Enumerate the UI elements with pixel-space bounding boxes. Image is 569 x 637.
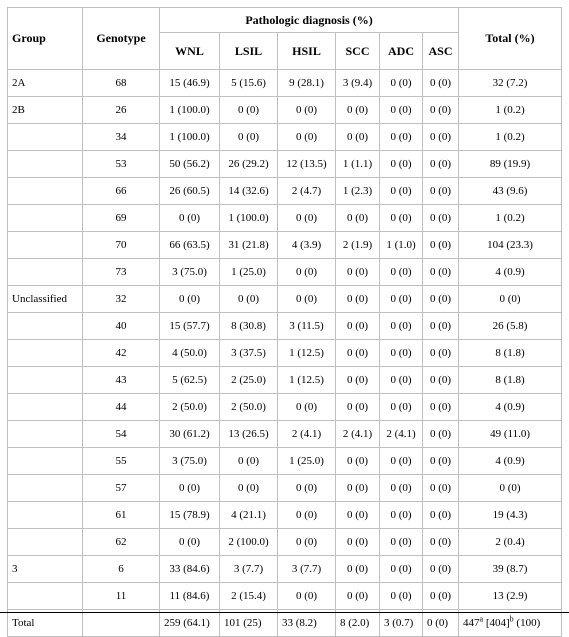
table-row [8, 205, 562, 232]
cell-hsil: 1 (12.5) [278, 367, 336, 394]
cell-group [8, 421, 83, 448]
cell-scc: 0 (0) [336, 367, 380, 394]
cell-genotype: 70 [83, 232, 160, 259]
cell-scc: 0 (0) [336, 259, 380, 286]
total-pct: (100) [516, 617, 541, 629]
cell-scc: 0 (0) [336, 475, 380, 502]
cell-group [8, 529, 83, 556]
cell-group [8, 340, 83, 367]
table-row [8, 529, 562, 556]
cell-group: Unclassified [8, 286, 83, 313]
cell-genotype: 69 [83, 205, 160, 232]
header-genotype: Genotype [83, 8, 160, 70]
cell-wnl: 0 (0) [160, 475, 220, 502]
cell-wnl: 3 (75.0) [160, 448, 220, 475]
table-row [8, 232, 562, 259]
table-container [7, 7, 561, 637]
cell-scc: 0 (0) [336, 556, 380, 583]
cell-hsil: 1 (25.0) [278, 448, 336, 475]
cell-scc: 2 (4.1) [336, 421, 380, 448]
total-scc: 8 (2.0) [336, 610, 380, 637]
total-lsil: 101 (25) [220, 610, 278, 637]
cell-genotype: 57 [83, 475, 160, 502]
cell-total: 0 (0) [459, 286, 562, 313]
cell-wnl: 3 (75.0) [160, 259, 220, 286]
cell-adc: 2 (4.1) [380, 421, 423, 448]
table-row [8, 340, 562, 367]
total-row [8, 610, 562, 637]
cell-total: 0 (0) [459, 475, 562, 502]
cell-group [8, 178, 83, 205]
cell-wnl: 5 (62.5) [160, 367, 220, 394]
cell-group [8, 259, 83, 286]
cell-adc: 1 (1.0) [380, 232, 423, 259]
cell-asc: 0 (0) [423, 583, 459, 610]
cell-asc: 0 (0) [423, 529, 459, 556]
cell-scc: 0 (0) [336, 205, 380, 232]
cell-adc: 0 (0) [380, 340, 423, 367]
cell-asc: 0 (0) [423, 340, 459, 367]
cell-hsil: 0 (0) [278, 394, 336, 421]
total-asc: 0 (0) [423, 610, 459, 637]
cell-asc: 0 (0) [423, 178, 459, 205]
cell-adc: 0 (0) [380, 259, 423, 286]
cell-wnl: 50 (56.2) [160, 151, 220, 178]
cell-lsil: 2 (15.4) [220, 583, 278, 610]
cell-group: 2B [8, 97, 83, 124]
cell-total: 104 (23.3) [459, 232, 562, 259]
total-main: 447 [463, 617, 480, 629]
cell-asc: 0 (0) [423, 475, 459, 502]
cell-genotype: 43 [83, 367, 160, 394]
cell-asc: 0 (0) [423, 556, 459, 583]
cell-group [8, 367, 83, 394]
cell-adc: 0 (0) [380, 124, 423, 151]
cell-total: 4 (0.9) [459, 259, 562, 286]
cell-asc: 0 (0) [423, 448, 459, 475]
table-row [8, 421, 562, 448]
table-row [8, 70, 562, 97]
total-total [459, 610, 562, 637]
cell-lsil: 26 (29.2) [220, 151, 278, 178]
cell-scc: 0 (0) [336, 448, 380, 475]
footnote-b: b [509, 614, 514, 624]
cell-wnl: 0 (0) [160, 529, 220, 556]
cell-scc: 1 (2.3) [336, 178, 380, 205]
cell-adc: 0 (0) [380, 529, 423, 556]
cell-hsil: 3 (11.5) [278, 313, 336, 340]
cell-total: 26 (5.8) [459, 313, 562, 340]
cell-lsil: 31 (21.8) [220, 232, 278, 259]
cell-genotype: 62 [83, 529, 160, 556]
cell-wnl: 0 (0) [160, 286, 220, 313]
cell-genotype: 55 [83, 448, 160, 475]
header-scc: SCC [336, 33, 380, 70]
total-hsil: 33 (8.2) [278, 610, 336, 637]
cell-scc: 0 (0) [336, 286, 380, 313]
cell-hsil: 12 (13.5) [278, 151, 336, 178]
table-row [8, 286, 562, 313]
header-pathologic-diagnosis: Pathologic diagnosis (%) [160, 8, 459, 33]
cell-adc: 0 (0) [380, 286, 423, 313]
cell-group [8, 151, 83, 178]
cell-genotype: 61 [83, 502, 160, 529]
cell-total: 1 (0.2) [459, 124, 562, 151]
cell-asc: 0 (0) [423, 394, 459, 421]
cell-total: 4 (0.9) [459, 394, 562, 421]
cell-lsil: 2 (100.0) [220, 529, 278, 556]
cell-scc: 0 (0) [336, 502, 380, 529]
cell-total: 4 (0.9) [459, 448, 562, 475]
cell-hsil: 0 (0) [278, 502, 336, 529]
total-genotype [83, 610, 160, 637]
cell-adc: 0 (0) [380, 313, 423, 340]
cell-total: 2 (0.4) [459, 529, 562, 556]
cell-genotype: 26 [83, 97, 160, 124]
table-row [8, 448, 562, 475]
cell-group [8, 205, 83, 232]
cell-total: 1 (0.2) [459, 205, 562, 232]
cell-wnl: 0 (0) [160, 205, 220, 232]
table-row [8, 394, 562, 421]
cell-asc: 0 (0) [423, 232, 459, 259]
cell-asc: 0 (0) [423, 70, 459, 97]
table-row [8, 367, 562, 394]
footnote-a: a [479, 614, 484, 624]
cell-asc: 0 (0) [423, 502, 459, 529]
cell-group: 2A [8, 70, 83, 97]
cell-lsil: 3 (7.7) [220, 556, 278, 583]
cell-adc: 0 (0) [380, 70, 423, 97]
cell-adc: 0 (0) [380, 583, 423, 610]
total-label: Total [8, 610, 83, 637]
cell-hsil: 0 (0) [278, 124, 336, 151]
cell-group [8, 502, 83, 529]
cell-asc: 0 (0) [423, 151, 459, 178]
cell-total: 49 (11.0) [459, 421, 562, 448]
cell-total: 89 (19.9) [459, 151, 562, 178]
cell-scc: 0 (0) [336, 583, 380, 610]
cell-adc: 0 (0) [380, 178, 423, 205]
cell-lsil: 2 (50.0) [220, 394, 278, 421]
cell-group [8, 583, 83, 610]
cell-hsil: 0 (0) [278, 259, 336, 286]
table-row [8, 259, 562, 286]
table-row [8, 151, 562, 178]
cell-asc: 0 (0) [423, 367, 459, 394]
cell-hsil: 1 (12.5) [278, 340, 336, 367]
cell-total: 8 (1.8) [459, 340, 562, 367]
cell-lsil: 3 (37.5) [220, 340, 278, 367]
cell-adc: 0 (0) [380, 367, 423, 394]
cell-asc: 0 (0) [423, 313, 459, 340]
cell-lsil: 13 (26.5) [220, 421, 278, 448]
cell-asc: 0 (0) [423, 259, 459, 286]
table-row [8, 475, 562, 502]
cell-group [8, 475, 83, 502]
cell-hsil: 0 (0) [278, 286, 336, 313]
cell-scc: 2 (1.9) [336, 232, 380, 259]
cell-hsil: 0 (0) [278, 475, 336, 502]
cell-hsil: 0 (0) [278, 583, 336, 610]
cell-asc: 0 (0) [423, 97, 459, 124]
cell-asc: 0 (0) [423, 124, 459, 151]
cell-scc: 0 (0) [336, 394, 380, 421]
cell-wnl: 15 (78.9) [160, 502, 220, 529]
cell-hsil: 2 (4.7) [278, 178, 336, 205]
cell-genotype: 44 [83, 394, 160, 421]
cell-lsil: 0 (0) [220, 475, 278, 502]
cell-lsil: 0 (0) [220, 286, 278, 313]
cell-wnl: 15 (57.7) [160, 313, 220, 340]
pathology-table [7, 7, 562, 637]
cell-scc: 0 (0) [336, 529, 380, 556]
header-wnl: WNL [160, 33, 220, 70]
cell-wnl: 2 (50.0) [160, 394, 220, 421]
table-row [8, 502, 562, 529]
table-body [8, 70, 562, 610]
cell-lsil: 0 (0) [220, 448, 278, 475]
cell-lsil: 14 (32.6) [220, 178, 278, 205]
cell-adc: 0 (0) [380, 502, 423, 529]
cell-total: 39 (8.7) [459, 556, 562, 583]
cell-genotype: 66 [83, 178, 160, 205]
table-row [8, 124, 562, 151]
cell-total: 1 (0.2) [459, 97, 562, 124]
cell-genotype: 42 [83, 340, 160, 367]
cell-lsil: 5 (15.6) [220, 70, 278, 97]
cell-genotype: 11 [83, 583, 160, 610]
cell-adc: 0 (0) [380, 394, 423, 421]
cell-lsil: 8 (30.8) [220, 313, 278, 340]
cell-hsil: 0 (0) [278, 97, 336, 124]
cell-total: 19 (4.3) [459, 502, 562, 529]
cell-genotype: 68 [83, 70, 160, 97]
cell-lsil: 2 (25.0) [220, 367, 278, 394]
cell-hsil: 4 (3.9) [278, 232, 336, 259]
cell-wnl: 1 (100.0) [160, 124, 220, 151]
cell-hsil: 2 (4.1) [278, 421, 336, 448]
cell-hsil: 0 (0) [278, 205, 336, 232]
cell-adc: 0 (0) [380, 205, 423, 232]
cell-lsil: 4 (21.1) [220, 502, 278, 529]
cell-scc: 0 (0) [336, 124, 380, 151]
cell-lsil: 0 (0) [220, 97, 278, 124]
cell-asc: 0 (0) [423, 205, 459, 232]
cell-hsil: 3 (7.7) [278, 556, 336, 583]
header-adc: ADC [380, 33, 423, 70]
cell-genotype: 73 [83, 259, 160, 286]
cell-group [8, 448, 83, 475]
header-total: Total (%) [459, 8, 562, 70]
cell-asc: 0 (0) [423, 286, 459, 313]
header-group: Group [8, 8, 83, 70]
header-hsil: HSIL [278, 33, 336, 70]
cell-adc: 0 (0) [380, 97, 423, 124]
cell-total: 43 (9.6) [459, 178, 562, 205]
cell-hsil: 0 (0) [278, 529, 336, 556]
table-row [8, 313, 562, 340]
cell-adc: 0 (0) [380, 151, 423, 178]
cell-wnl: 1 (100.0) [160, 97, 220, 124]
cell-scc: 0 (0) [336, 97, 380, 124]
cell-group: 3 [8, 556, 83, 583]
header-lsil: LSIL [220, 33, 278, 70]
cell-adc: 0 (0) [380, 556, 423, 583]
cell-genotype: 54 [83, 421, 160, 448]
cell-wnl: 4 (50.0) [160, 340, 220, 367]
cell-asc: 0 (0) [423, 421, 459, 448]
cell-hsil: 9 (28.1) [278, 70, 336, 97]
total-bracket: [404] [485, 617, 510, 629]
cell-lsil: 1 (100.0) [220, 205, 278, 232]
cell-scc: 3 (9.4) [336, 70, 380, 97]
cell-wnl: 33 (84.6) [160, 556, 220, 583]
cell-wnl: 26 (60.5) [160, 178, 220, 205]
cell-lsil: 0 (0) [220, 124, 278, 151]
cell-wnl: 66 (63.5) [160, 232, 220, 259]
cell-wnl: 30 (61.2) [160, 421, 220, 448]
total-adc: 3 (0.7) [380, 610, 423, 637]
table-row [8, 97, 562, 124]
cell-adc: 0 (0) [380, 448, 423, 475]
table-row [8, 556, 562, 583]
table-row [8, 178, 562, 205]
cell-group [8, 313, 83, 340]
cell-wnl: 15 (46.9) [160, 70, 220, 97]
cell-group [8, 394, 83, 421]
cell-genotype: 32 [83, 286, 160, 313]
cell-total: 32 (7.2) [459, 70, 562, 97]
cell-scc: 0 (0) [336, 313, 380, 340]
cell-genotype: 40 [83, 313, 160, 340]
cell-wnl: 11 (84.6) [160, 583, 220, 610]
header-asc: ASC [423, 33, 459, 70]
cell-group [8, 232, 83, 259]
cell-total: 8 (1.8) [459, 367, 562, 394]
cell-lsil: 1 (25.0) [220, 259, 278, 286]
table-row [8, 583, 562, 610]
bottom-rule [0, 612, 569, 613]
cell-group [8, 124, 83, 151]
cell-scc: 1 (1.1) [336, 151, 380, 178]
cell-scc: 0 (0) [336, 340, 380, 367]
total-wnl: 259 (64.1) [160, 610, 220, 637]
cell-genotype: 34 [83, 124, 160, 151]
cell-genotype: 53 [83, 151, 160, 178]
cell-adc: 0 (0) [380, 475, 423, 502]
cell-genotype: 6 [83, 556, 160, 583]
cell-total: 13 (2.9) [459, 583, 562, 610]
